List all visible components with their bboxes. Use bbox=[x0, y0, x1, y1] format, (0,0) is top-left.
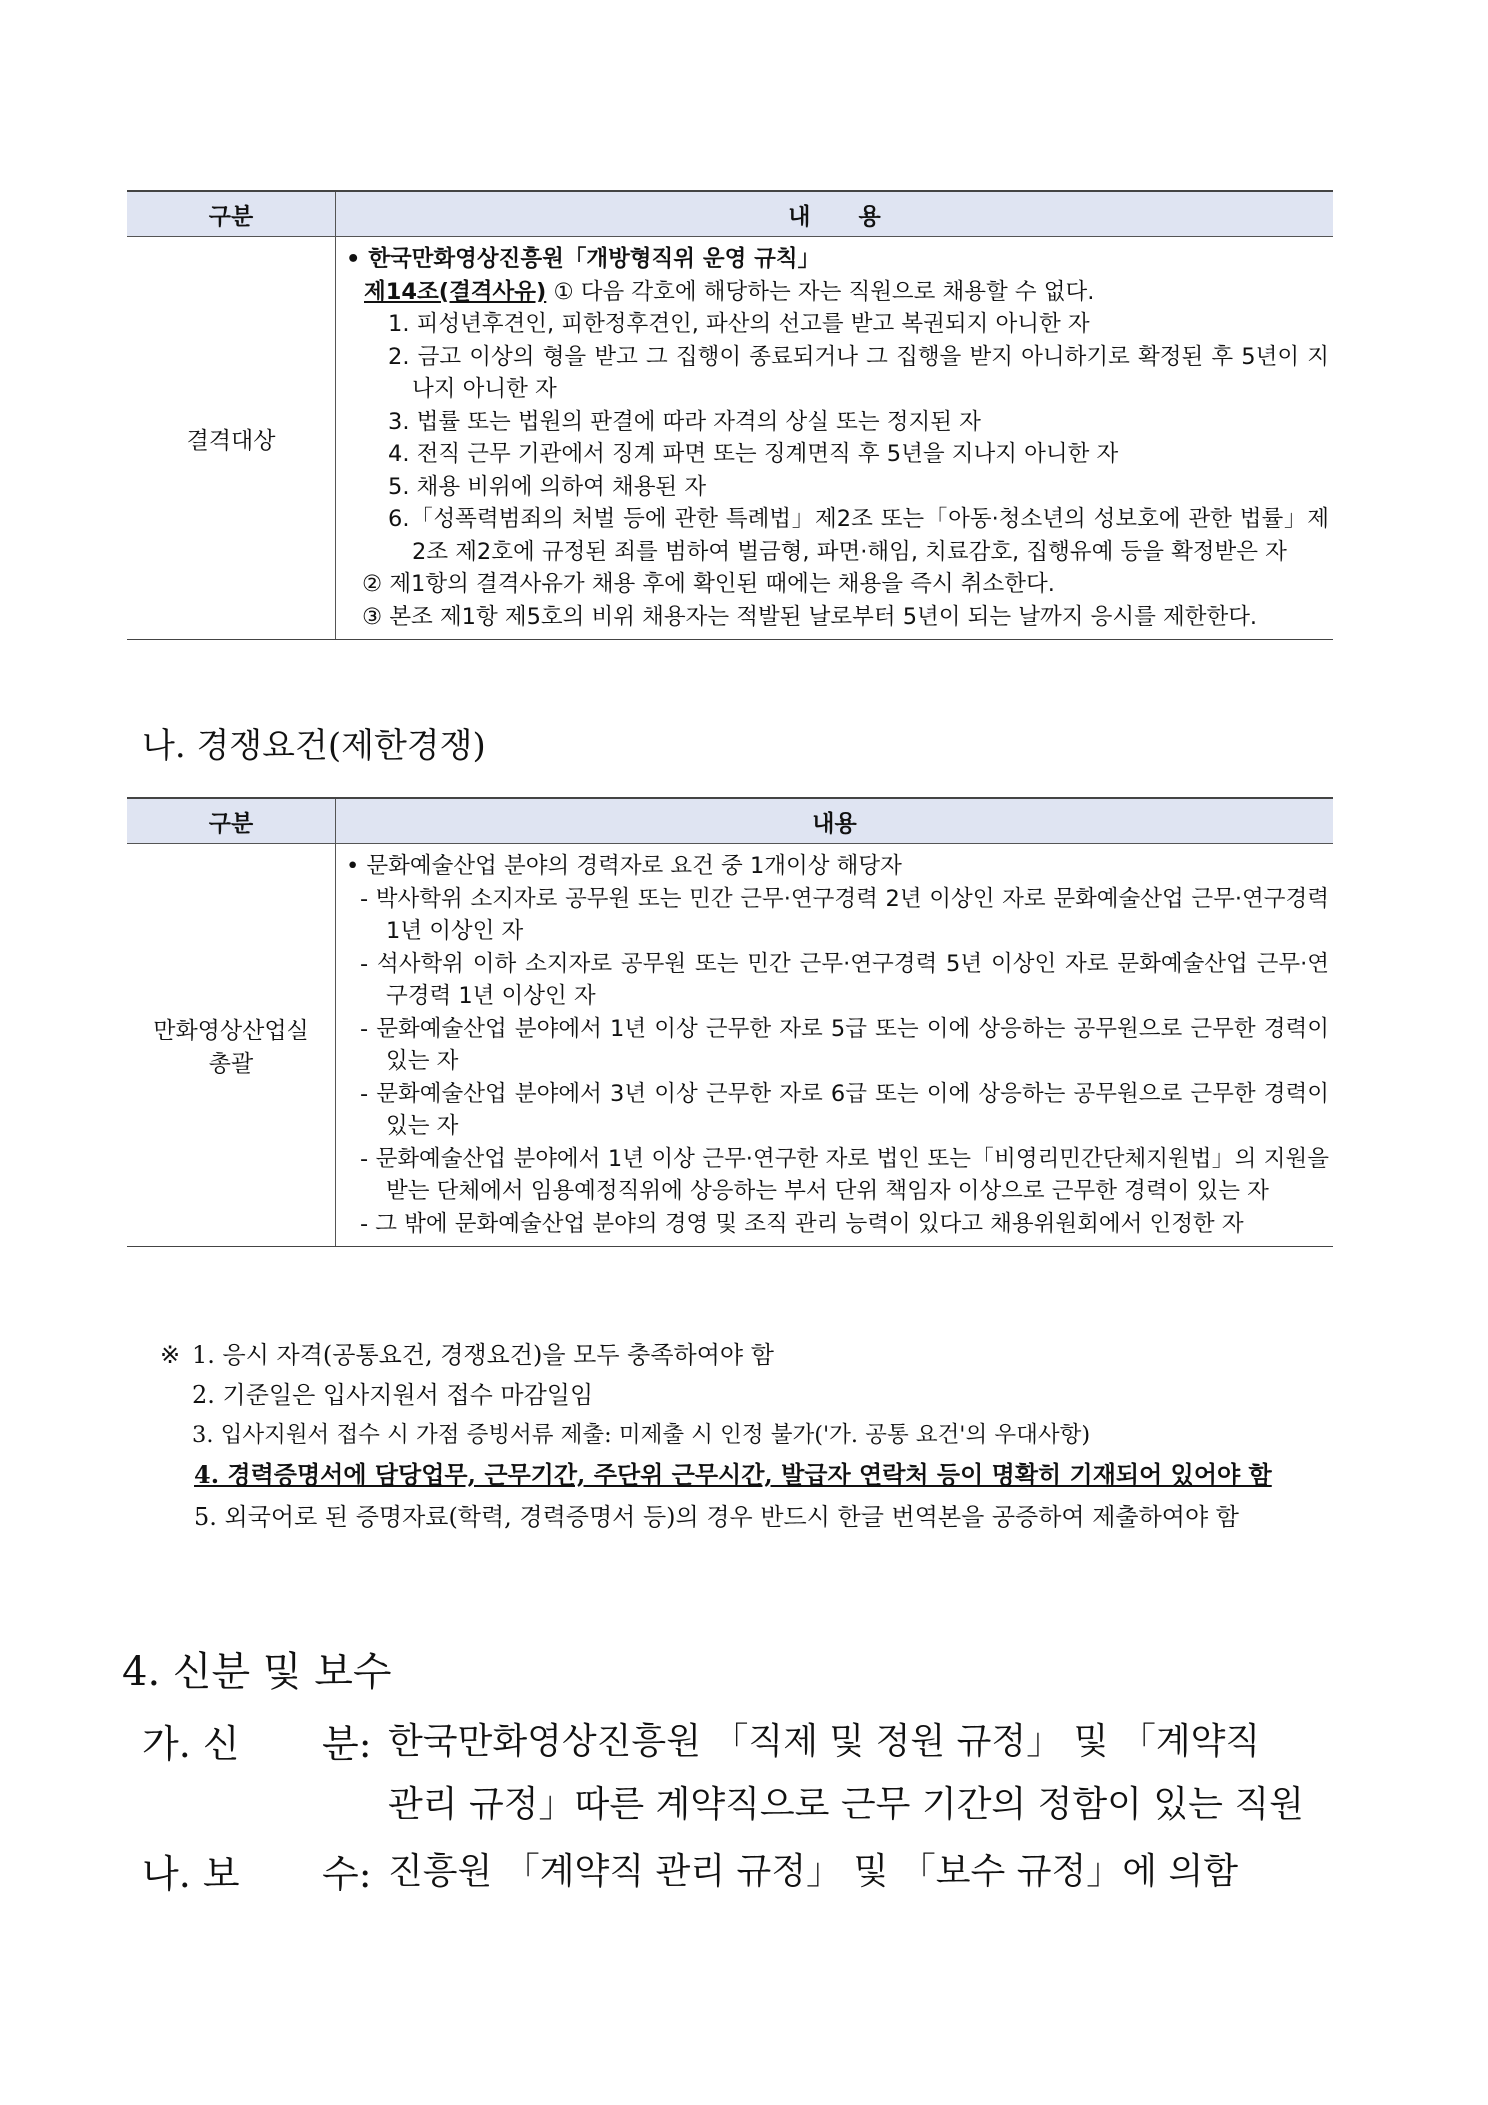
row-label-line2: 총괄 bbox=[208, 1051, 254, 1077]
list-item: 5. 채용 비위에 의하여 채용된 자 bbox=[388, 473, 707, 500]
status-text-line1: 한국만화영상진흥원 「직제 및 정원 규정」 및 「계약직 bbox=[388, 1721, 1261, 1762]
header-category: 구분 bbox=[127, 191, 336, 237]
note-symbol: ※ bbox=[160, 1341, 181, 1369]
table-header-row bbox=[127, 798, 1333, 844]
table-header-row bbox=[127, 191, 1333, 237]
status-label: 가. 신 bbox=[142, 1722, 240, 1766]
list-item: - 문화예술산업 분야에서 1년 이상 근무한 자로 5급 또는 이에 상응하는 공무원으로 근무한 경력이 있는 자 bbox=[360, 1015, 1329, 1074]
requirement-intro: • 문화예술산업 분야의 경력자로 요건 중 1개이상 해당자 bbox=[346, 853, 902, 879]
article-line bbox=[346, 276, 1329, 309]
pay-label-suffix: 수: bbox=[322, 1852, 372, 1896]
clause-2: ② 제1항의 결격사유가 채용 후에 확인된 때에는 채용을 즉시 취소한다. bbox=[362, 571, 1055, 597]
table-row bbox=[127, 844, 1333, 1247]
note-item bbox=[160, 1501, 1335, 1533]
list-item: 3. 법률 또는 법원의 판결에 따라 자격의 상실 또는 정지된 자 bbox=[388, 408, 981, 435]
list-item: 6.「성폭력범죄의 처벌 등에 관한 특례법」제2조 또는「아동·청소년의 성보호에 관한 법률」제2조 제2호에 규정된 죄를 범하여 벌금형, 파면·해임, 치료감호, 집행유예 등을 확정받은 자 bbox=[388, 506, 1329, 565]
note-text: 3. 입사지원서 접수 시 가점 증빙서류 제출: 미제출 시 인정 불가('가. 공통 요건'의 우대사항) bbox=[192, 1422, 1091, 1448]
list-item: - 문화예술산업 분야에서 1년 이상 근무·연구한 자로 법인 또는「비영리민간단체지원법」의 지원을 받는 단체에서 임용예정직위에 상응하는 부서 단위 책임자 이상으로 근무한 경력이 있는 자 bbox=[360, 1145, 1329, 1204]
list-item: - 석사학위 이하 소지자로 공무원 또는 민간 근무·연구경력 5년 이상인 자로 문화예술산업 근무·연구경력 1년 이상인 자 bbox=[360, 950, 1329, 1009]
row-label bbox=[127, 844, 336, 1247]
status-label-suffix: 분: bbox=[322, 1722, 372, 1766]
list-item: 2. 금고 이상의 형을 받고 그 집행이 종료되거나 그 집행을 받지 아니하기로 확정된 후 5년이 지나지 아니한 자 bbox=[388, 343, 1329, 402]
note-item bbox=[160, 1335, 1335, 1375]
note-text: 2. 기준일은 입사지원서 접수 마감일임 bbox=[192, 1381, 594, 1409]
section-heading-status-pay: 4. 신분 및 보수 bbox=[122, 1649, 392, 1695]
note-item bbox=[160, 1375, 1335, 1415]
article-title: 제14조(결격사유) bbox=[364, 278, 547, 305]
disqualification-table bbox=[127, 190, 1333, 640]
header-content: 내용 bbox=[336, 798, 1334, 844]
list-item: - 그 밖에 문화예술산업 분야의 경영 및 조직 관리 능력이 있다고 채용위원회에서 인정한 자 bbox=[360, 1210, 1244, 1237]
pay-text: 진흥원 「계약직 관리 규정」 및 「보수 규정」에 의함 bbox=[388, 1851, 1239, 1892]
list-item: - 박사학위 소지자로 공무원 또는 민간 근무·연구경력 2년 이상인 자로 문화예술산업 근무·연구경력 1년 이상인 자 bbox=[360, 885, 1329, 944]
note-item bbox=[160, 1455, 1335, 1495]
clause-3: ③ 본조 제1항 제5호의 비위 채용자는 적발된 날로부터 5년이 되는 날까지 응시를 제한한다. bbox=[362, 603, 1258, 630]
list-item: 1. 피성년후견인, 피한정후견인, 파산의 선고를 받고 복권되지 아니한 자 bbox=[388, 311, 1090, 337]
row-label: 결격대상 bbox=[127, 237, 336, 640]
rule-title: • 한국만화영상진흥원「개방형직위 운영 규칙」 bbox=[346, 246, 821, 272]
row-content bbox=[336, 844, 1334, 1247]
competition-table bbox=[127, 797, 1333, 1247]
header-content: 내 용 bbox=[336, 191, 1334, 237]
note-text: 5. 외국어로 된 증명자료(학력, 경력증명서 등)의 경우 반드시 한글 번역본을 공증하여 제출하여야 함 bbox=[194, 1503, 1239, 1531]
row-content bbox=[336, 237, 1334, 640]
note-item bbox=[160, 1415, 1335, 1455]
row-label-line1: 만화영상산업실 bbox=[153, 1018, 309, 1044]
clause-1: ① 다음 각호에 해당하는 자는 직원으로 채용할 수 없다. bbox=[546, 278, 1095, 305]
note-text: 1. 응시 자격(공통요건, 경쟁요건)을 모두 충족하여야 함 bbox=[192, 1341, 774, 1369]
table-row bbox=[127, 237, 1333, 640]
status-text-line2: 관리 규정」따른 계약직으로 근무 기간의 정함이 있는 직원 bbox=[388, 1784, 1304, 1825]
pay-label: 나. 보 bbox=[142, 1852, 240, 1896]
header-category: 구분 bbox=[127, 798, 336, 844]
note-text-emphasis: 4. 경력증명서에 담당업무, 근무기간, 주단위 근무시간, 발급자 연락처 등이 명확히 기재되어 있어야 함 bbox=[194, 1460, 1272, 1489]
list-item: - 문화예술산업 분야에서 3년 이상 근무한 자로 6급 또는 이에 상응하는 공무원으로 근무한 경력이 있는 자 bbox=[360, 1080, 1329, 1139]
list-item: 4. 전직 근무 기관에서 징계 파면 또는 징계면직 후 5년을 지나지 아니한 자 bbox=[388, 441, 1119, 467]
notes bbox=[160, 1335, 1335, 1533]
section-heading-competition: 나. 경쟁요건(제한경쟁) bbox=[142, 726, 486, 766]
